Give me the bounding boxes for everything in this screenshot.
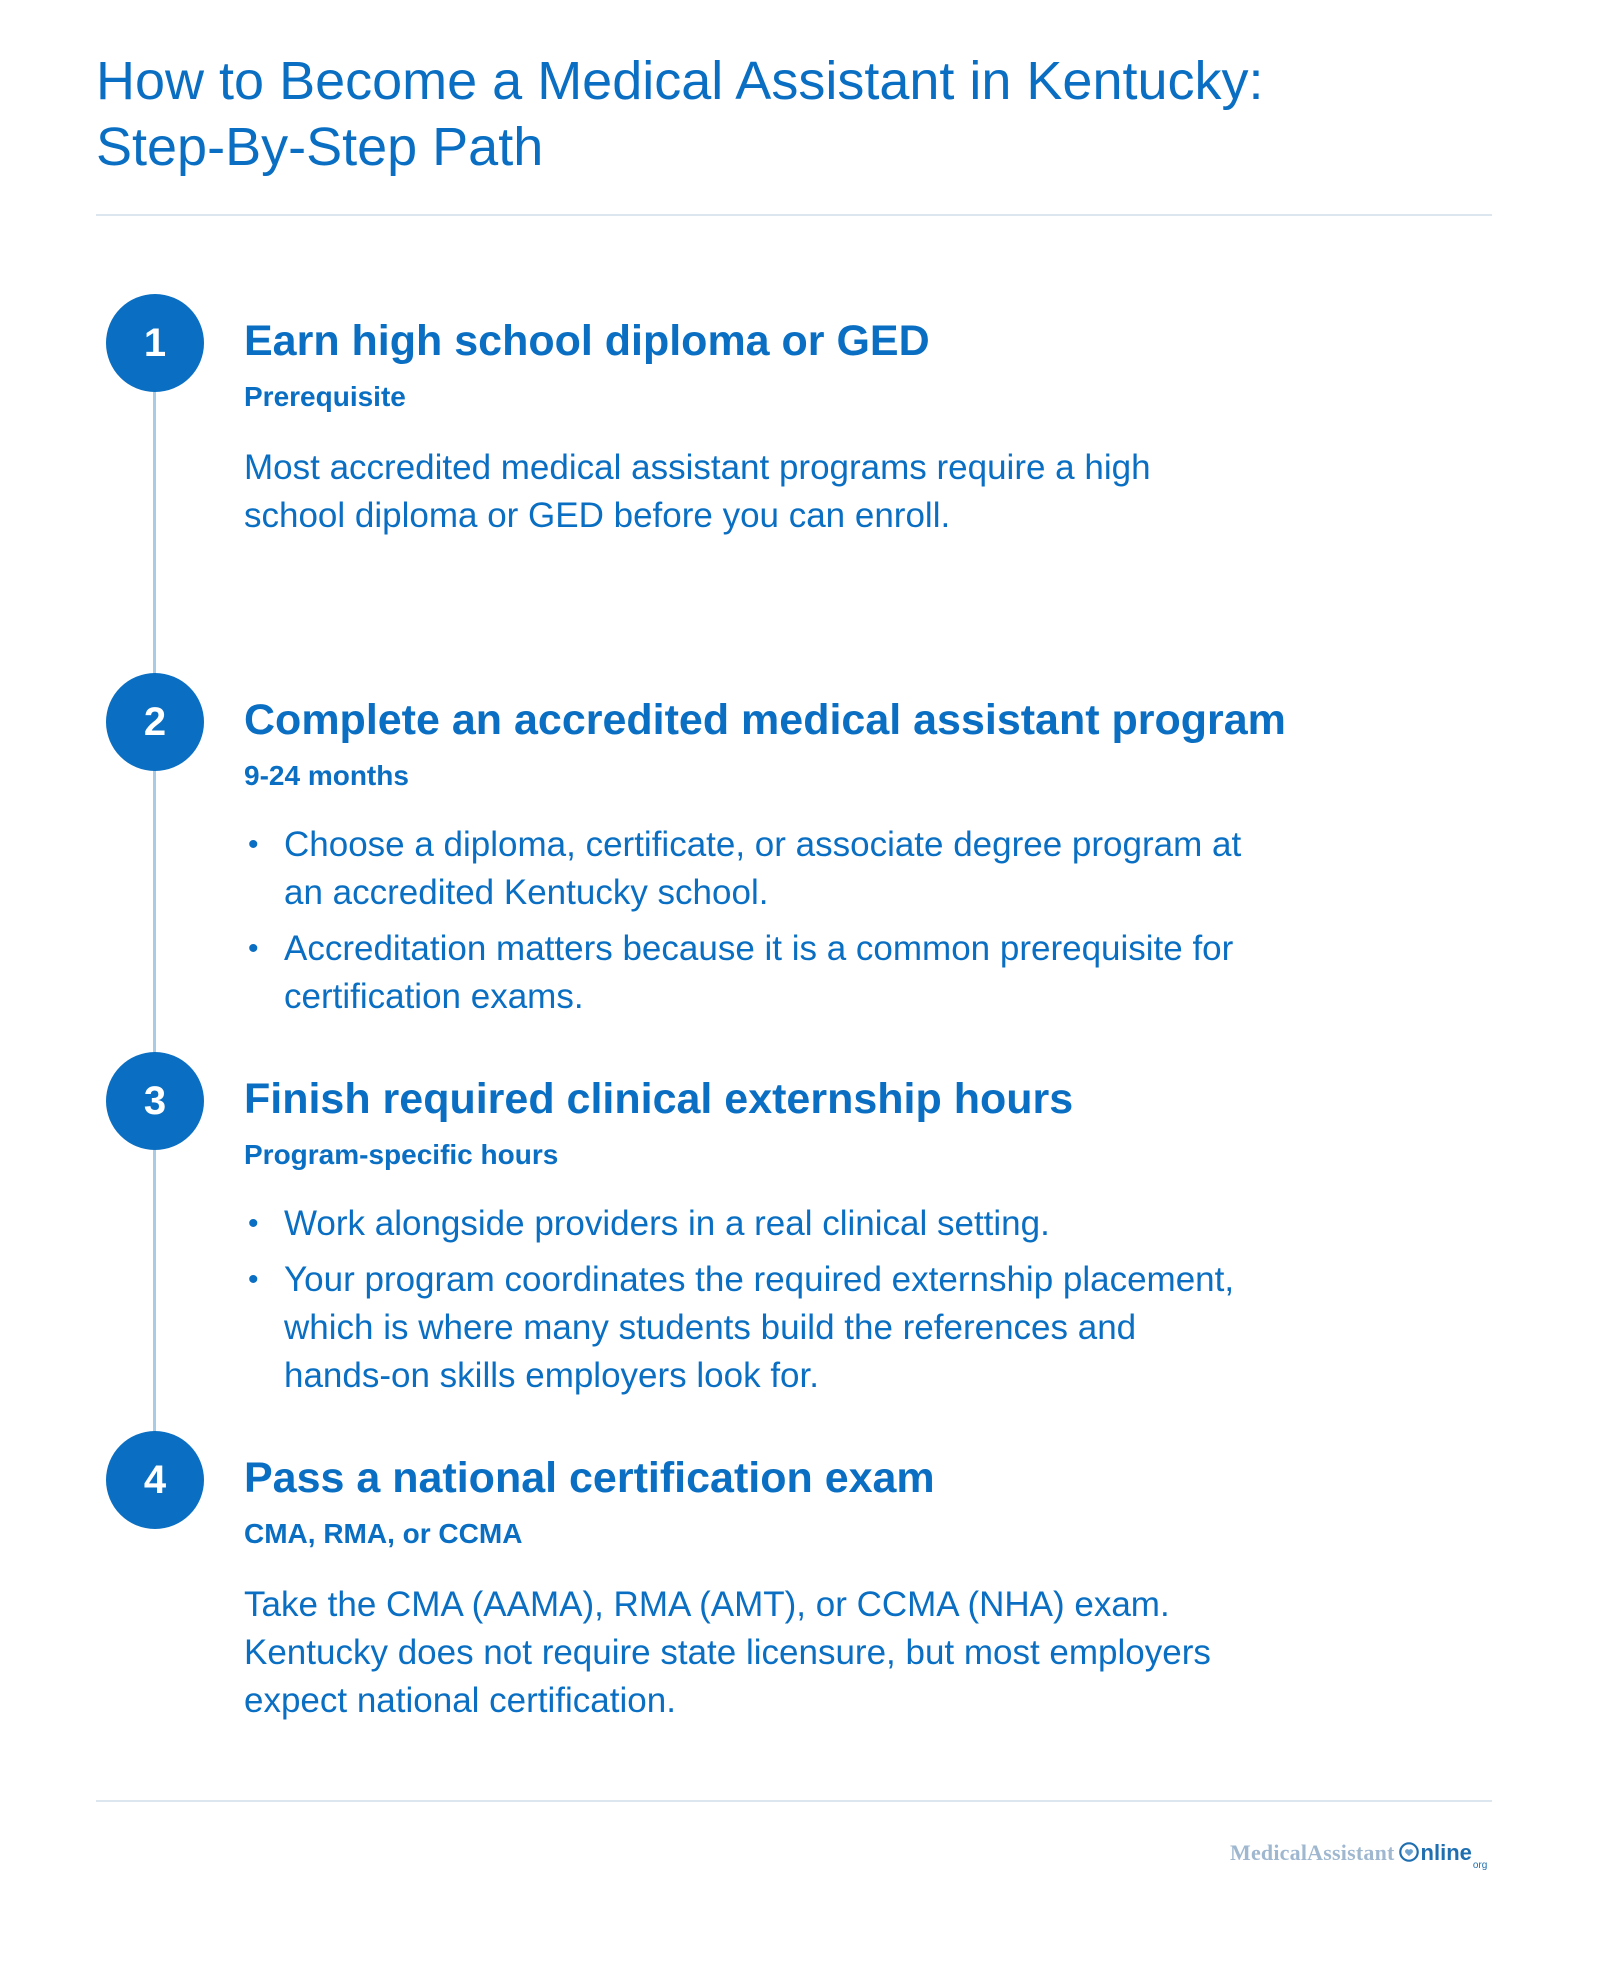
step-subheading: Program-specific hours (244, 1139, 559, 1170)
bullet-item (244, 925, 1244, 1021)
bullet-text: Your program coordinates the required externship placement, which is where many students build the references and hands-on skills employers look for. (284, 1260, 1235, 1395)
page-title (96, 48, 1396, 180)
site-logo (1230, 1838, 1500, 1878)
timeline-line (153, 344, 156, 1494)
bullet-item (244, 1200, 1244, 1248)
bullet-text: Accreditation matters because it is a common prerequisite for certification exams. (284, 929, 1234, 1016)
step-heading: Finish required clinical externship hours (244, 1075, 1074, 1123)
logo-wordmark-medical-assistant: MedicalAssistant (1230, 1840, 1395, 1865)
step-body (244, 1074, 1394, 1408)
step-description: Most accredited medical assistant programs require a high school diploma or GED before you can enroll. (244, 448, 1151, 535)
step-number-badge: 1 (106, 294, 204, 392)
bullet-item (244, 821, 1244, 917)
logo-wordmark-org: org (1472, 1860, 1488, 1871)
bullet-text: Choose a diploma, certificate, or associate degree program at an accredited Kentucky school. (284, 825, 1242, 912)
bottom-divider (96, 1800, 1492, 1802)
step-subheading: Prerequisite (244, 381, 406, 412)
step-description: Take the CMA (AAMA), RMA (AMT), or CCMA (NHA) exam. Kentucky does not require state licensure, but most employers expect national certification. (244, 1585, 1211, 1720)
step-heading: Pass a national certification exam (244, 1454, 935, 1502)
page-title-line-1: How to Become a Medical Assistant in Kentucky: (96, 51, 1264, 111)
step-body (244, 695, 1394, 1029)
logo-wordmark-online: nline (1420, 1840, 1472, 1865)
bullet-text: Work alongside providers in a real clinical setting. (284, 1204, 1050, 1243)
step-number-badge: 2 (106, 673, 204, 771)
bullet-icon: • (248, 1207, 259, 1240)
step-subheading: 9-24 months (244, 760, 409, 791)
bullet-icon: • (248, 1263, 259, 1296)
step-number-badge: 3 (106, 1052, 204, 1150)
step-bullet-list (244, 821, 1244, 1021)
bullet-icon: • (248, 932, 259, 965)
step-subheading: CMA, RMA, or CCMA (244, 1518, 523, 1549)
step-heading: Earn high school diploma or GED (244, 317, 930, 365)
step-heading: Complete an accredited medical assistant program (244, 696, 1286, 744)
bullet-icon: • (248, 828, 259, 861)
bullet-item (244, 1256, 1244, 1400)
step-body (244, 316, 1394, 540)
step-body (244, 1453, 1394, 1725)
top-divider (96, 214, 1492, 216)
step-number-badge: 4 (106, 1431, 204, 1529)
page-title-line-2: Step-By-Step Path (96, 117, 544, 177)
step-bullet-list (244, 1200, 1244, 1400)
heart-o-icon (1398, 1838, 1420, 1868)
